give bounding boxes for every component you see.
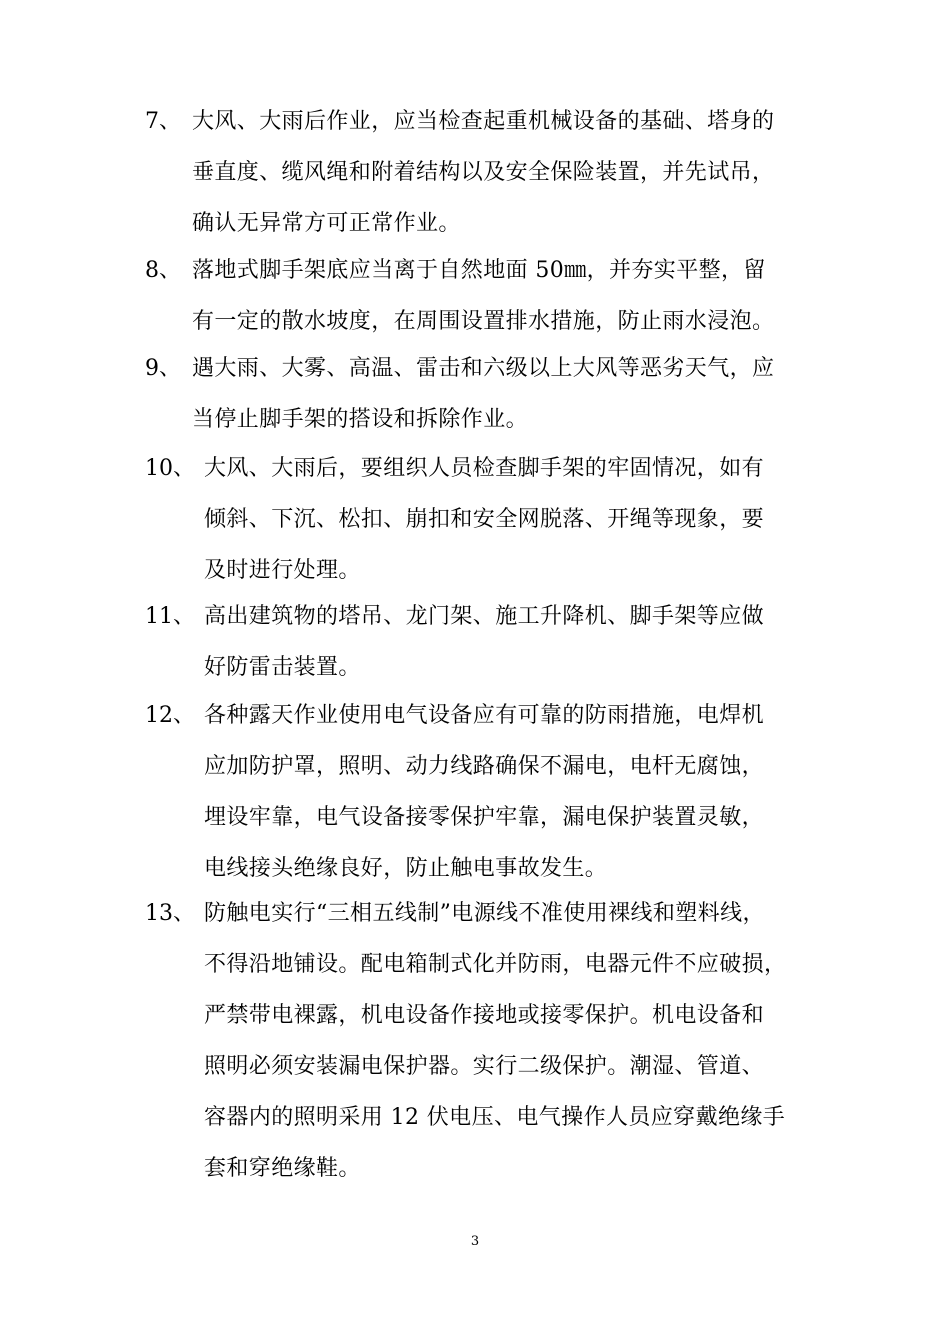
item-text-line: 应加防护罩，照明、动力线路确保不漏电，电杆无腐蚀， — [204, 754, 765, 779]
item-text-line: 严禁带电裸露，机电设备作接地或接零保护。机电设备和 — [204, 1003, 765, 1028]
item-text-line: 大风、大雨后作业，应当检查起重机械设备的基础、塔身的 — [192, 109, 775, 134]
item-number: 9、 — [145, 356, 181, 381]
item-number: 13、 — [145, 901, 195, 926]
item-number: 10、 — [145, 456, 195, 481]
item-text-line: 高出建筑物的塔吊、龙门架、施工升降机、脚手架等应做 — [204, 604, 765, 629]
item-text-line: 倾斜、下沉、松扣、崩扣和安全网脱落、开绳等现象，要 — [204, 507, 765, 532]
item-text-line: 容器内的照明采用 12 伏电压、电气操作人员应穿戴绝缘手 — [204, 1105, 786, 1130]
item-number: 8、 — [145, 258, 181, 283]
item-text-line: 各种露天作业使用电气设备应有可靠的防雨措施，电焊机 — [204, 703, 765, 728]
item-text-line: 垂直度、缆风绳和附着结构以及安全保险装置，并先试吊， — [192, 160, 775, 185]
list-item-11 — [145, 591, 825, 693]
item-text-line: 套和穿绝缘鞋。 — [204, 1156, 361, 1181]
item-text-line: 及时进行处理。 — [204, 558, 361, 583]
item-text-line: 当停止脚手架的搭设和拆除作业。 — [192, 407, 529, 432]
list-item-10 — [145, 443, 825, 596]
list-item-9 — [145, 343, 825, 445]
item-text-line: 好防雷击装置。 — [204, 655, 361, 680]
item-number: 7、 — [145, 109, 181, 134]
item-text-line: 落地式脚手架底应当离于自然地面 50㎜，并夯实平整，留 — [192, 258, 766, 283]
item-number: 11、 — [145, 604, 195, 629]
item-text-line: 不得沿地铺设。配电箱制式化并防雨，电器元件不应破损， — [204, 952, 787, 977]
item-number: 12、 — [145, 703, 195, 728]
item-text-line: 确认无异常方可正常作业。 — [192, 211, 461, 236]
list-item-13 — [145, 888, 825, 1194]
item-text-line: 遇大雨、大雾、高温、雷击和六级以上大风等恶劣天气，应 — [192, 356, 775, 381]
item-text-line: 埋设牢靠，电气设备接零保护牢靠，漏电保护装置灵敏， — [204, 805, 765, 830]
item-text-line: 有一定的散水坡度，在周围设置排水措施，防止雨水浸泡。 — [192, 309, 775, 334]
item-text-line: 照明必须安装漏电保护器。实行二级保护。潮湿、管道、 — [204, 1054, 765, 1079]
item-text-line: 电线接头绝缘良好，防止触电事故发生。 — [204, 856, 608, 881]
list-item-12 — [145, 690, 825, 894]
page-number: 3 — [470, 1234, 480, 1249]
item-text-line: 大风、大雨后，要组织人员检查脚手架的牢固情况，如有 — [204, 456, 765, 481]
list-item-7 — [145, 96, 825, 249]
list-item-8 — [145, 245, 825, 347]
item-text-line: 防触电实行“三相五线制”电源线不准使用裸线和塑料线， — [204, 901, 765, 926]
